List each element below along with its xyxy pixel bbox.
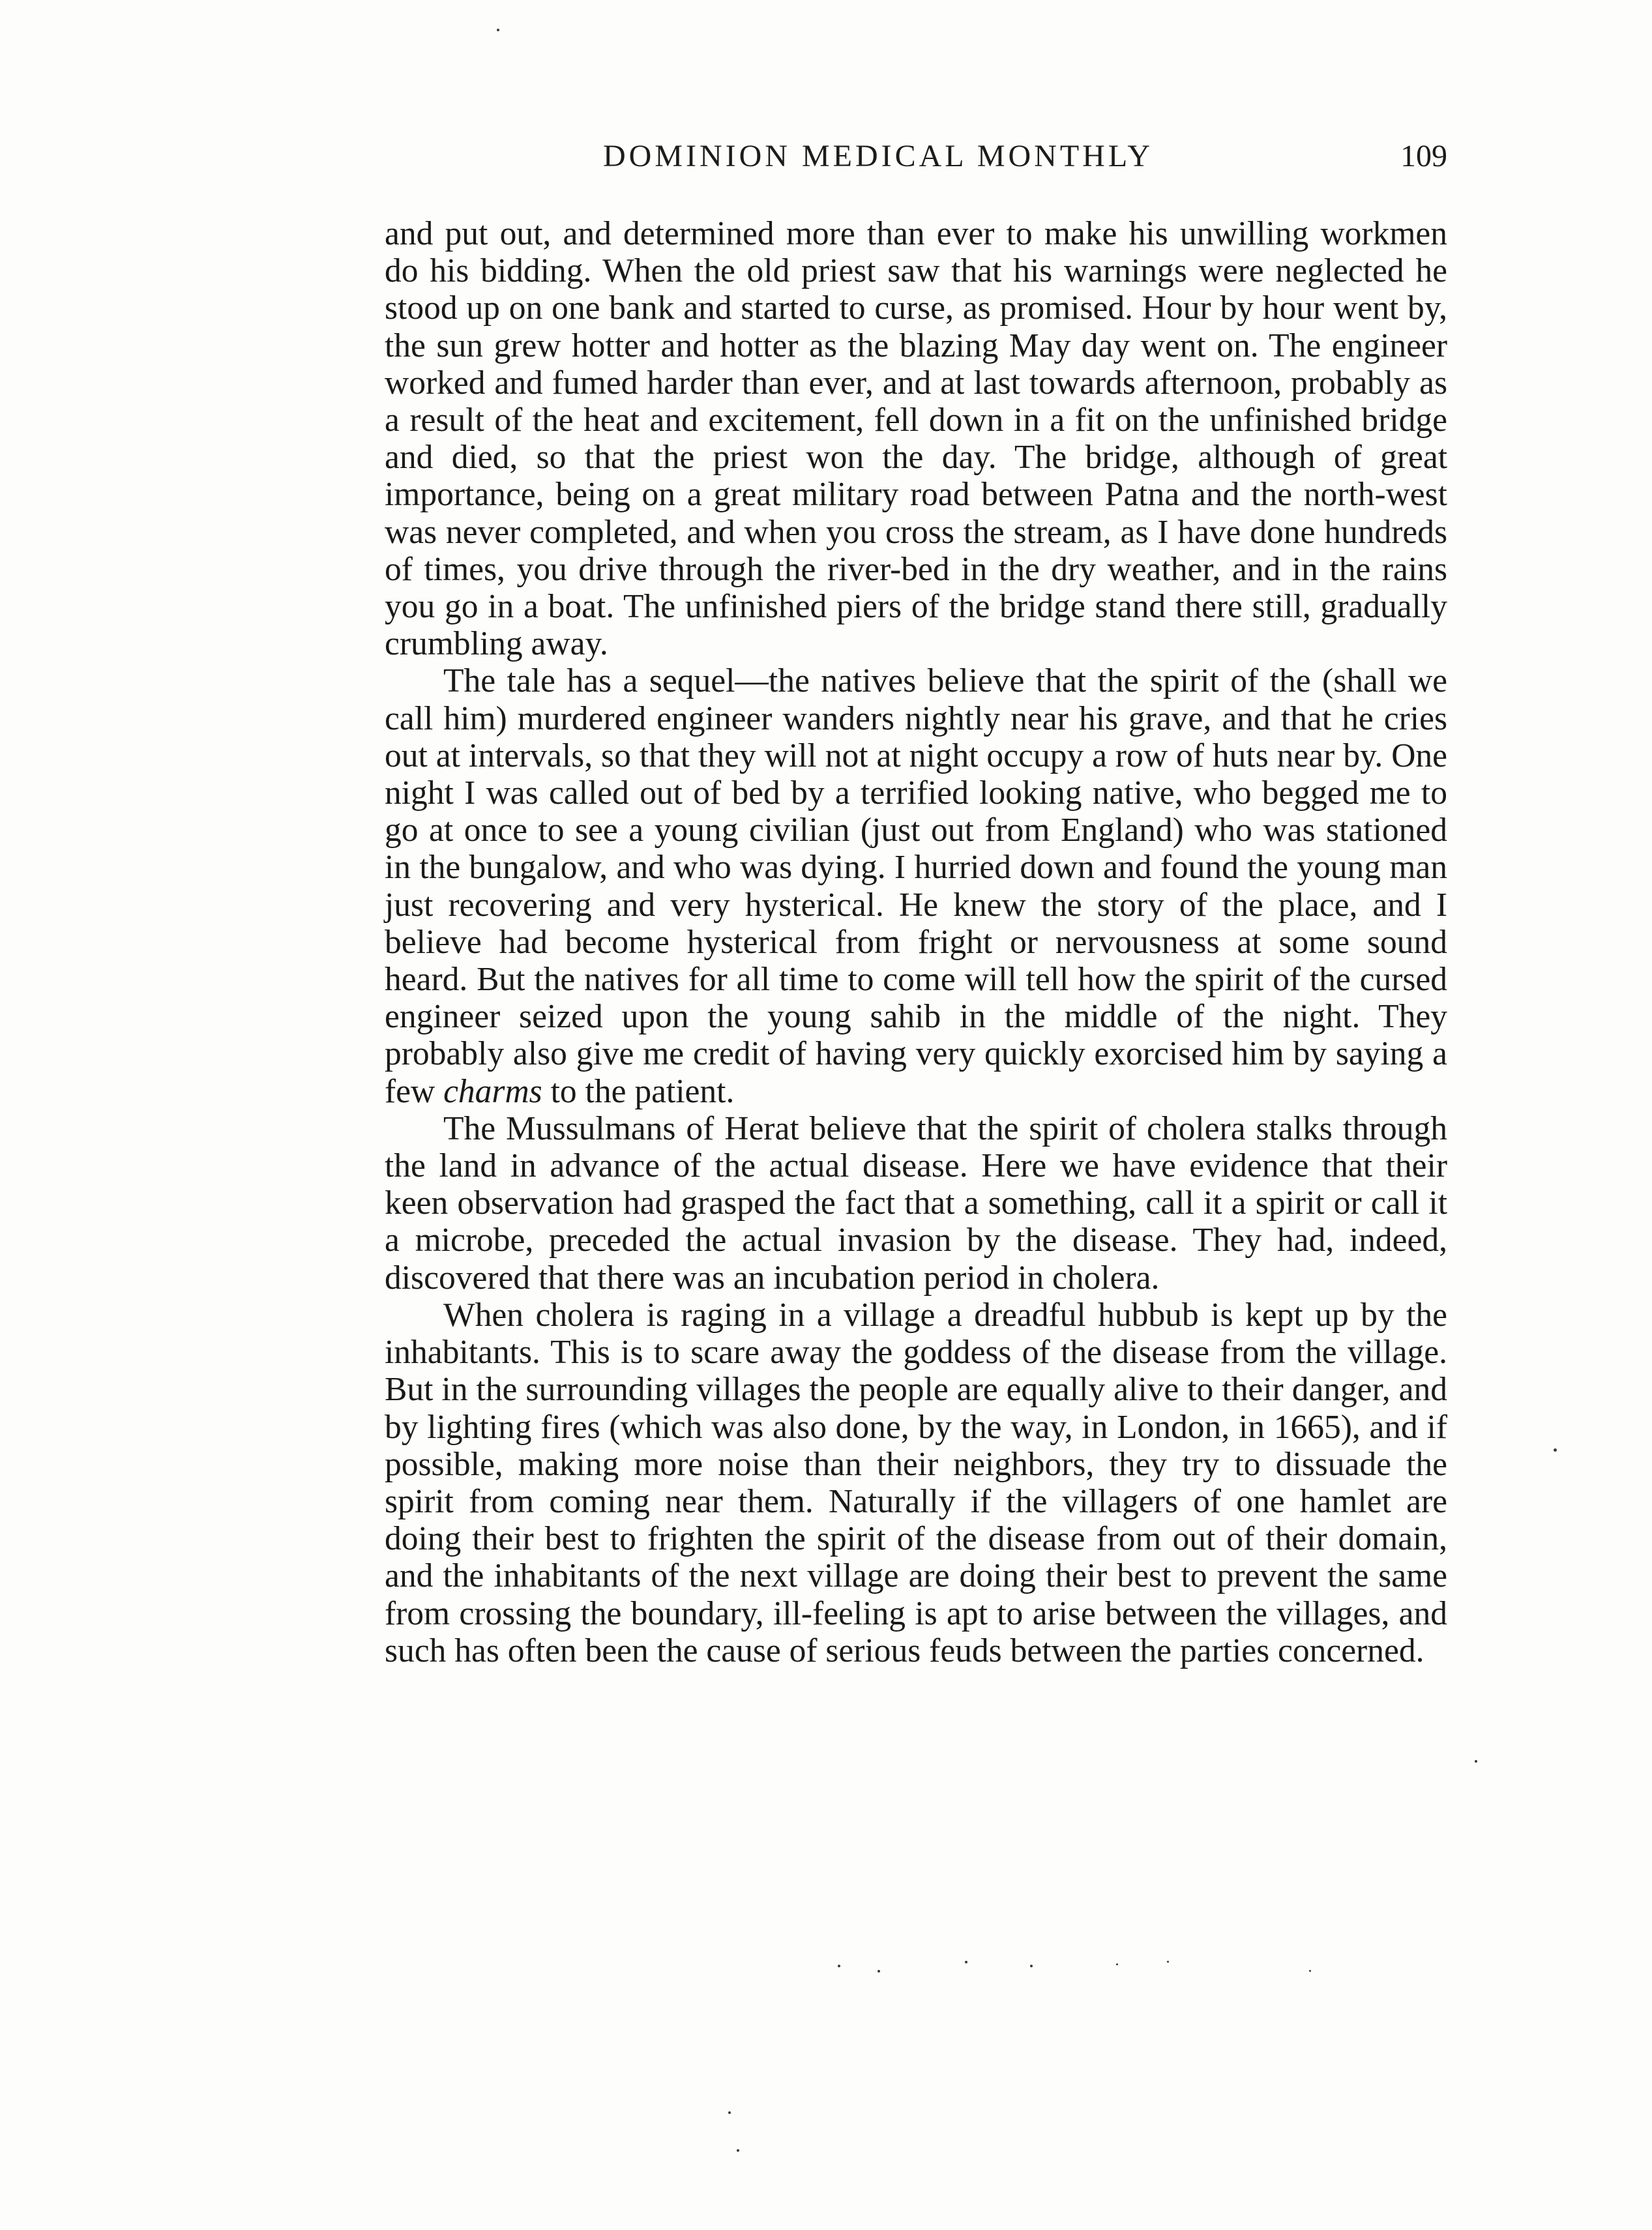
scan-speck <box>737 2149 739 2152</box>
running-header <box>385 138 1447 184</box>
scan-speck <box>1167 1961 1169 1963</box>
italic-word: charms <box>443 1072 542 1110</box>
paragraph-cholera-villages: When cholera is raging in a village a dreadful hubbub is kept up by the inhabitants. This is to scare away the goddess of the disease from the village. But in the surrounding villages the people are equally alive to their danger, and by lighting fires (which was also done, by the way, in London, in 1665), and if possible, making more noise than their neighbors, they try to dissuade the spirit from coming near them. Naturally if the villagers of one hamlet are doing their best to frighten the spirit of the disease from out of their domain, and the inhabitants of the next village are doing their best to prevent the same from crossing the boundary, ill-feeling is apt to arise between the villages, and such has often been the cause of serious feuds between the parties concerned. <box>385 1296 1447 1669</box>
page-number: 109 <box>1400 139 1447 173</box>
paragraph-sequel-text: The tale has a sequel—the natives believe that the spirit of the (shall we call him) murdered engineer wanders nightly near his grave, and that he cries out at intervals, so that they will not at night occupy a row of huts near by. One night I was called out of bed by a terrified looking native, who begged me to go at once to see a young civilian (just out from England) who was stationed in the bungalow, and who was dying. I hurried down and found the young man just recovering and very hysterical. He knew the story of the place, and I believe had become hysterical from fright or nervousness at some sound heard. But the natives for all time to come will tell how the spirit of the cursed engineer seized upon the young sahib in the middle of the night. They probably also give me credit of having very quickly exorcised him by saying a few <box>385 662 1447 1110</box>
scan-speck <box>1030 1965 1033 1967</box>
paragraph-sequel-end: to the patient. <box>550 1072 735 1110</box>
running-title: DOMINION MEDICAL MONTHLY <box>603 139 1154 173</box>
scan-speck <box>838 1965 840 1967</box>
scan-speck <box>878 1970 880 1973</box>
scan-speck <box>1475 1760 1477 1763</box>
scan-speck <box>965 1961 967 1963</box>
paragraph-sequel <box>385 662 1447 1109</box>
article-body <box>385 215 1447 1669</box>
scan-speck <box>728 2111 731 2114</box>
scan-speck <box>1554 1448 1557 1452</box>
paragraph-mussulmans: The Mussulmans of Herat believe that the spirit of cholera stalks through the land in advance of the actual disease. Here we have evidence that their keen observation had grasped the fact that a something, call it a spirit or call it a microbe, preceded the actual invasion by the disease. They had, indeed, discovered that there was an incubation period in cholera. <box>385 1109 1447 1297</box>
scan-speck <box>1309 1970 1311 1972</box>
paragraph-continued: and put out, and determined more than ever to make his unwilling workmen do his bidding. When the old priest saw that his warnings were neglected he stood up on one bank and started to curse, as promised. Hour by hour went by, the sun grew hotter and hotter as the blazing May day went on. The engineer worked and fumed harder than ever, and at last towards afternoon, probably as a result of the heat and excitement, fell down in a fit on the unfinished bridge and died, so that the priest won the day. The bridge, although of great importance, being on a great military road between Patna and the north-west was never completed, and when you cross the stream, as I have done hundreds of times, you drive through the river-bed in the dry weather, and in the rains you go in a boat. The unfinished piers of the bridge stand there still, gradually crumbling away. <box>385 215 1447 663</box>
scan-speck <box>1116 1963 1118 1965</box>
scan-speck <box>497 29 499 31</box>
